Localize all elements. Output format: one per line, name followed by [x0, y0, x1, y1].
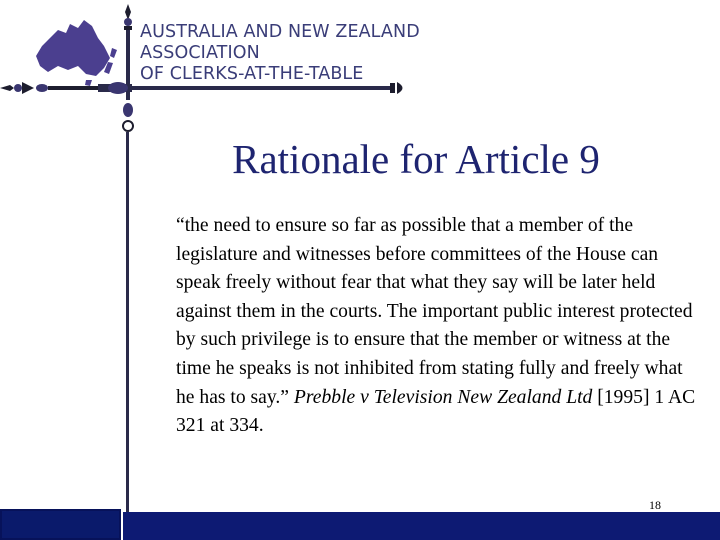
organisation-line-3: OF CLERKS-AT-THE-TABLE	[140, 64, 364, 84]
quote-body	[176, 212, 696, 441]
australia-nz-map-icon	[36, 20, 117, 86]
quote-text: “the need to ensure so far as possible that a member of the legislature and witnesses before committees of the House can speak freely without fear that what they say will be later held against them in the courts. The important public interest protected by such privilege is to ensure that the member or witness at the time he speaks is not inhibited from stating fully and freely what he has to say.”	[176, 215, 693, 408]
citation-reference: [1995] 1 AC 321 at 334.	[176, 386, 696, 437]
organisation-line-2: ASSOCIATION	[140, 43, 260, 63]
slide-title: Rationale for Article 9	[232, 136, 600, 182]
footer-bar-right	[123, 512, 720, 540]
vertical-mace	[123, 4, 133, 512]
organisation-line-1: AUSTRALIA AND NEW ZEALAND	[140, 22, 420, 42]
footer-bar-left	[0, 509, 121, 540]
citation-case: Prebble v Television New Zealand Ltd	[293, 386, 593, 408]
page-number: 18	[649, 498, 661, 512]
organisation-name	[140, 22, 440, 85]
